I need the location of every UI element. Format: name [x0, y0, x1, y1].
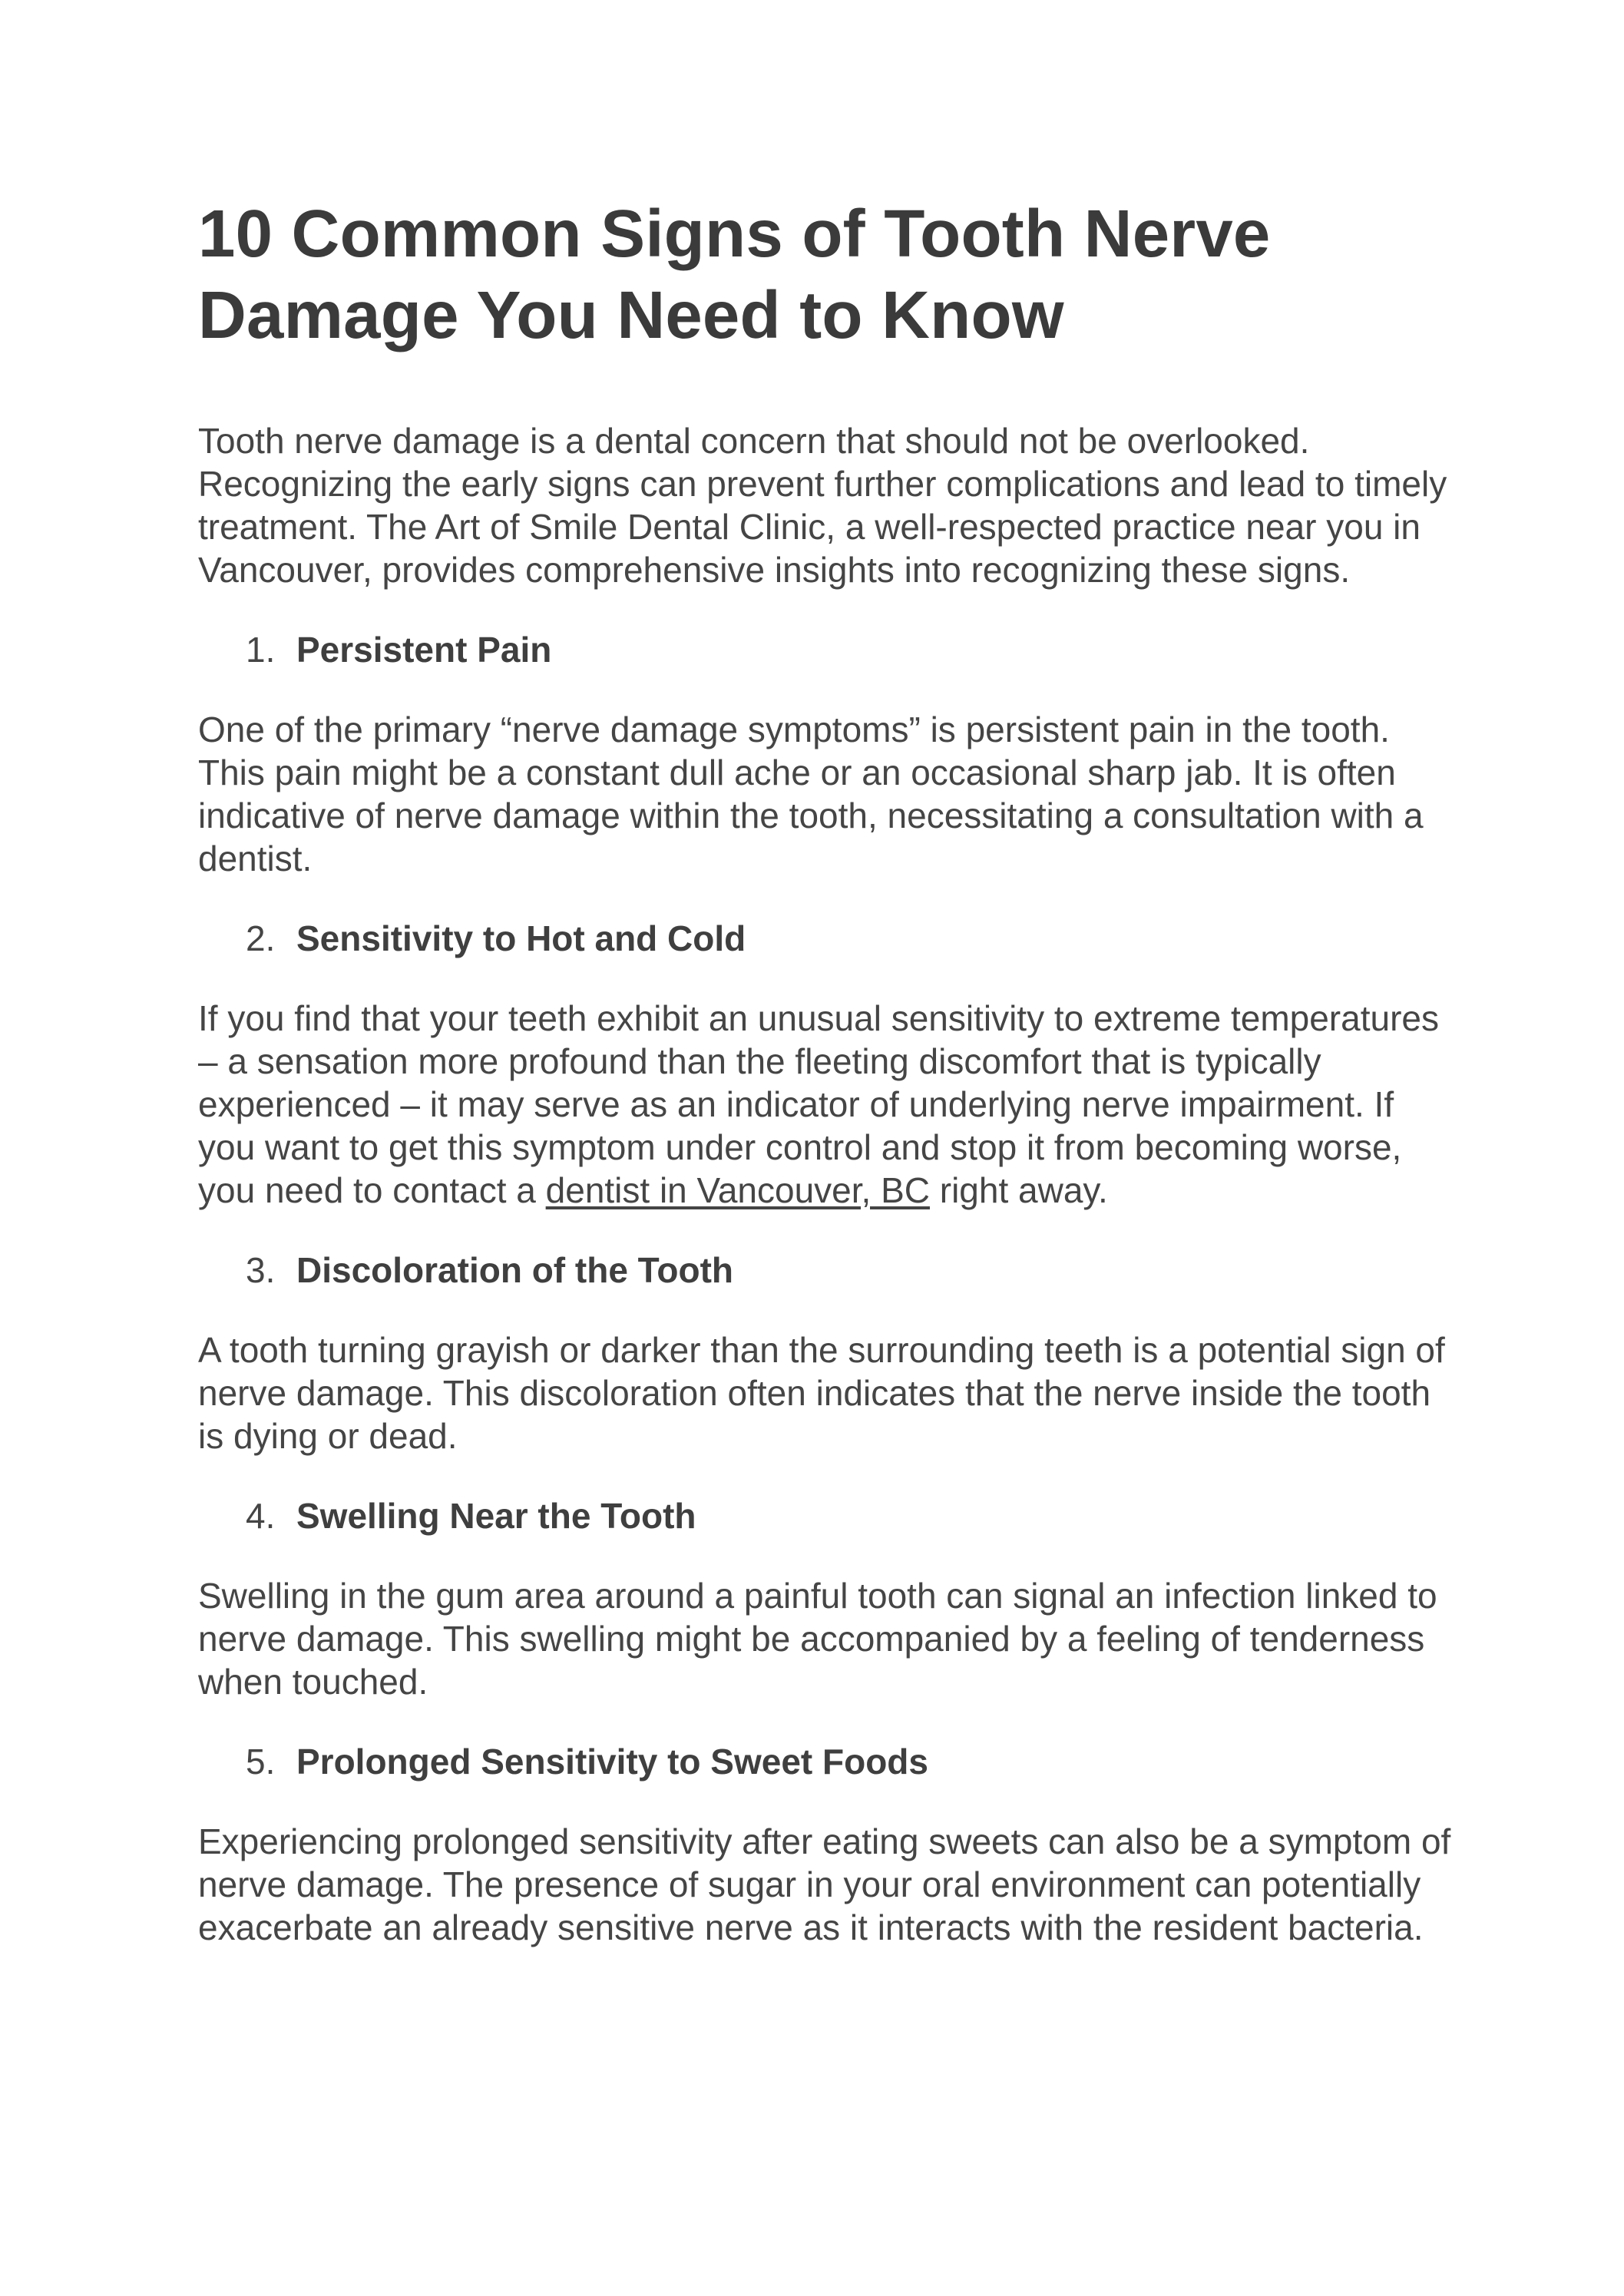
list-number: 1. [246, 630, 276, 670]
list-item-sensitivity-hot-cold [198, 917, 1457, 960]
section-paragraph: A tooth turning grayish or darker than the surrounding teeth is a potential sign of nerve damage. This discoloration often indicates that the nerve inside the tooth is dying or dead. [198, 1330, 1445, 1456]
section-heading: Sensitivity to Hot and Cold [296, 918, 746, 958]
section-paragraph [198, 997, 1457, 1212]
section-heading: Prolonged Sensitivity to Sweet Foods [296, 1742, 928, 1782]
paragraph-text: If you find that your teeth exhibit an unusual sensitivity to extreme temperatures – a sensation more profound than the fleeting discomfort that is typically experienced – it may serve as an indicator of underlying nerve impairment. If you want to get this symptom under control and stop it from becoming worse, you need to contact a [198, 998, 1439, 1210]
list-number: 4. [246, 1496, 276, 1536]
list-number: 5. [246, 1742, 276, 1782]
list-item-sweet-sensitivity [198, 1740, 1457, 1783]
section-heading: Discoloration of the Tooth [296, 1250, 733, 1290]
list-item-discoloration [198, 1249, 1457, 1292]
document-page [198, 194, 1457, 1949]
intro-paragraph: Tooth nerve damage is a dental concern that should not be overlooked. Recognizing the early signs can prevent further complications and lead to timely treatment. The Art of Smile Dental Clinic, a well-respected practice near you in Vancouver, provides comprehensive insights into recognizing these signs. [198, 421, 1447, 590]
list-item-swelling [198, 1494, 1457, 1537]
section-paragraph: Experiencing prolonged sensitivity after eating sweets can also be a symptom of nerve damage. The presence of sugar in your oral environment can potentially exacerbate an already sensitive nerve as it interacts with the resident bacteria. [198, 1821, 1451, 1947]
dentist-vancouver-link[interactable]: dentist in Vancouver, BC [545, 1170, 930, 1210]
list-number: 2. [246, 918, 276, 958]
section-paragraph: One of the primary “nerve damage symptoms” is persistent pain in the tooth. This pain might be a constant dull ache or an occasional sharp jab. It is often indicative of nerve damage within the tooth, necessitating a consultation with a dentist. [198, 710, 1424, 878]
list-item-persistent-pain [198, 628, 1457, 671]
paragraph-text: right away. [929, 1170, 1108, 1210]
section-paragraph: Swelling in the gum area around a painful tooth can signal an infection linked to nerve damage. This swelling might be accompanied by a feeling of tenderness when touched. [198, 1576, 1437, 1702]
section-heading: Swelling Near the Tooth [296, 1496, 696, 1536]
list-number: 3. [246, 1250, 276, 1290]
page-title: 10 Common Signs of Tooth Nerve Damage You Need to Know [198, 197, 1271, 352]
section-heading: Persistent Pain [296, 630, 552, 670]
